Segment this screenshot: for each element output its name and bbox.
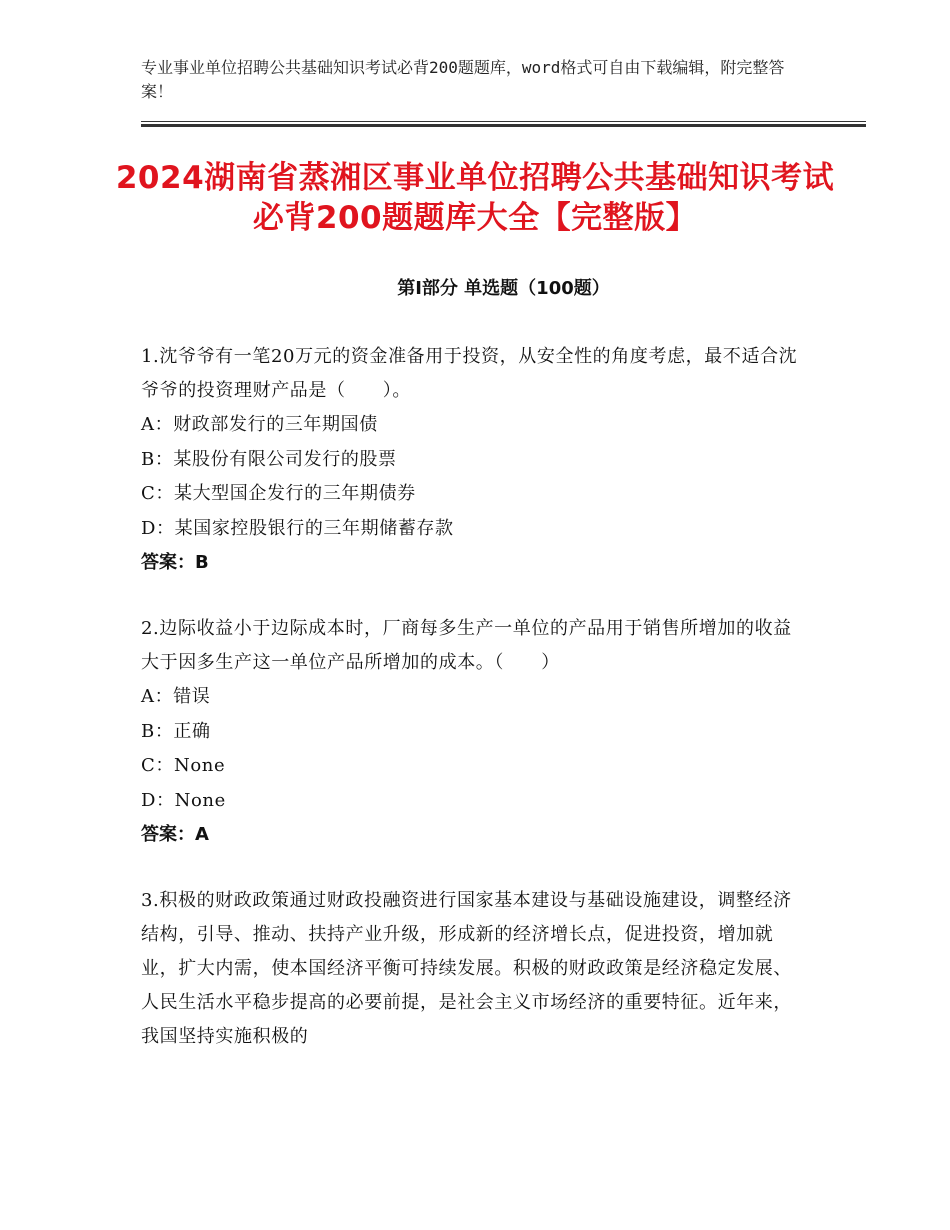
option-d: D：某国家控股银行的三年期储蓄存款 <box>141 517 454 539</box>
question-3 <box>141 884 801 1054</box>
option-d: D：None <box>141 789 226 811</box>
document-title: 2024湖南省蒸湘区事业单位招聘公共基础知识考试必背200题题库大全【完整版】 <box>115 160 835 236</box>
option-a: A：财政部发行的三年期国债 <box>141 414 378 435</box>
question-stem: 3.积极的财政政策通过财政投融资进行国家基本建设与基础设施建设，调整经济结构，引导、推动、扶持产业升级，形成新的经济增长点，促进投资，增加就业，扩大内需，使本国经济平衡可持续发展。积极的财政政策是经济稳定发展、人民生活水平稳步提高的必要前提，是社会主义市场经济的重要特征。近年来，我国坚持实施积极的 <box>141 890 792 1047</box>
answer: 答案：B <box>141 552 209 573</box>
header-rule-thick <box>141 124 866 127</box>
option-b: B：某股份有限公司发行的股票 <box>141 448 397 470</box>
question-1 <box>141 340 801 580</box>
question-stem: 1.沈爷爷有一笔20万元的资金准备用于投资，从安全性的角度考虑，最不适合沈爷爷的投资理财产品是（ ）。 <box>141 346 798 401</box>
header-rule-thin <box>141 121 866 122</box>
option-b: B：正确 <box>141 720 211 742</box>
option-c: C：某大型国企发行的三年期债券 <box>141 483 416 504</box>
answer: 答案：A <box>141 824 209 845</box>
question-stem: 2.边际收益小于边际成本时，厂商每多生产一单位的产品用于销售所增加的收益大于因多生产这一单位产品所增加的成本。（ ） <box>141 618 792 673</box>
option-a: A：错误 <box>141 686 211 707</box>
question-2 <box>141 612 801 852</box>
option-c: C：None <box>141 755 226 776</box>
section-heading: 第Ⅰ部分 单选题（100题） <box>397 278 610 299</box>
header-note: 专业事业单位招聘公共基础知识考试必背200题题库，word格式可自由下载编辑，附完整答案！ <box>141 58 785 101</box>
